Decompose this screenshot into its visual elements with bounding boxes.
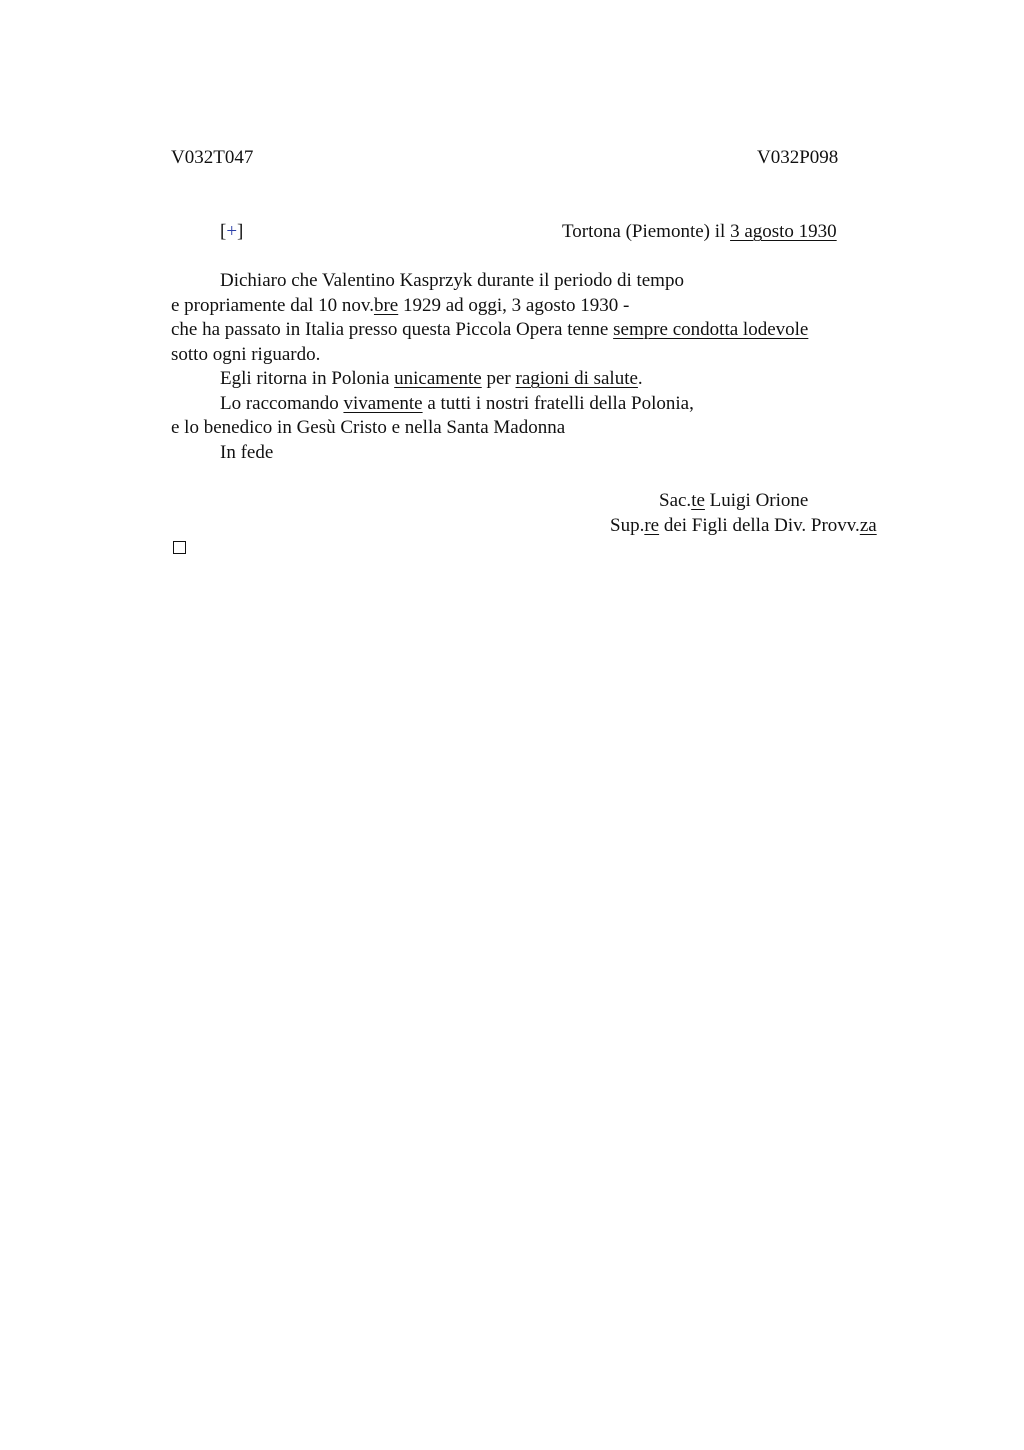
signature-line-1-abbrev: te: [691, 490, 705, 511]
document-code-left: V032T047: [171, 147, 254, 168]
signature-line-2-text-c: dei Figli della Div. Provv.: [659, 515, 860, 536]
body-line-4: sotto ogni riguardo.: [171, 343, 321, 365]
document-code-right: V032P098: [757, 147, 839, 168]
cross-icon: +: [226, 221, 238, 242]
signature-line-2-abbrev-1: re: [644, 515, 660, 536]
body-line-1: Dichiaro che Valentino Kasprzyk durante il periodo di tempo: [220, 270, 684, 291]
body-line-5-underlined-1: unicamente: [394, 368, 482, 389]
body-line-5-text-a: Egli ritorna in Polonia: [220, 368, 395, 389]
signature-line-2: [610, 514, 877, 538]
body-line-6-text-a: Lo raccomando: [220, 392, 344, 414]
end-square-icon: [173, 541, 186, 554]
body-line-6-text-c: a tutti i nostri fratelli della Polonia,: [422, 392, 694, 414]
date-text: 3 agosto 1930: [730, 221, 837, 242]
body-line-5-text-e: .: [637, 368, 643, 389]
signature-line-1-text-a: Sac.: [659, 490, 692, 511]
body-line-6-underlined: vivamente: [343, 392, 423, 414]
body-line-5-text-c: per: [481, 368, 516, 389]
place-date-line: [562, 220, 837, 244]
body-line-3-underlined: sempre condotta lodevole: [613, 319, 809, 340]
signature-line-1-text-c: Luigi Orione: [704, 490, 809, 511]
signature-line-2-abbrev-2: za: [859, 515, 877, 536]
body-line-2: [171, 294, 891, 319]
signature-line-1: [659, 489, 808, 513]
body-line-8: In fede: [220, 441, 274, 463]
cross-marker: [220, 220, 243, 244]
signature-line-2-text-a: Sup.: [610, 515, 645, 536]
letter-body: [171, 269, 891, 465]
body-line-3: [171, 318, 891, 343]
body-line-6: [171, 392, 891, 417]
body-line-2-text-c: 1929 ad oggi, 3 agosto 1930 -: [398, 294, 630, 316]
body-line-5: [171, 367, 891, 392]
place-text: Tortona (Piemonte) il: [562, 221, 731, 242]
bracket-open: [: [220, 221, 227, 242]
body-line-3-text-a: che ha passato in Italia presso questa Piccola Opera tenne: [171, 319, 614, 340]
body-line-2-text-a: e propriamente dal 10 nov.: [171, 294, 374, 316]
bracket-close: ]: [237, 221, 244, 242]
body-line-2-abbrev: bre: [373, 294, 399, 316]
body-line-7: e lo benedico in Gesù Cristo e nella Santa Madonna: [171, 417, 566, 438]
body-line-5-underlined-2: ragioni di salute: [515, 368, 638, 389]
